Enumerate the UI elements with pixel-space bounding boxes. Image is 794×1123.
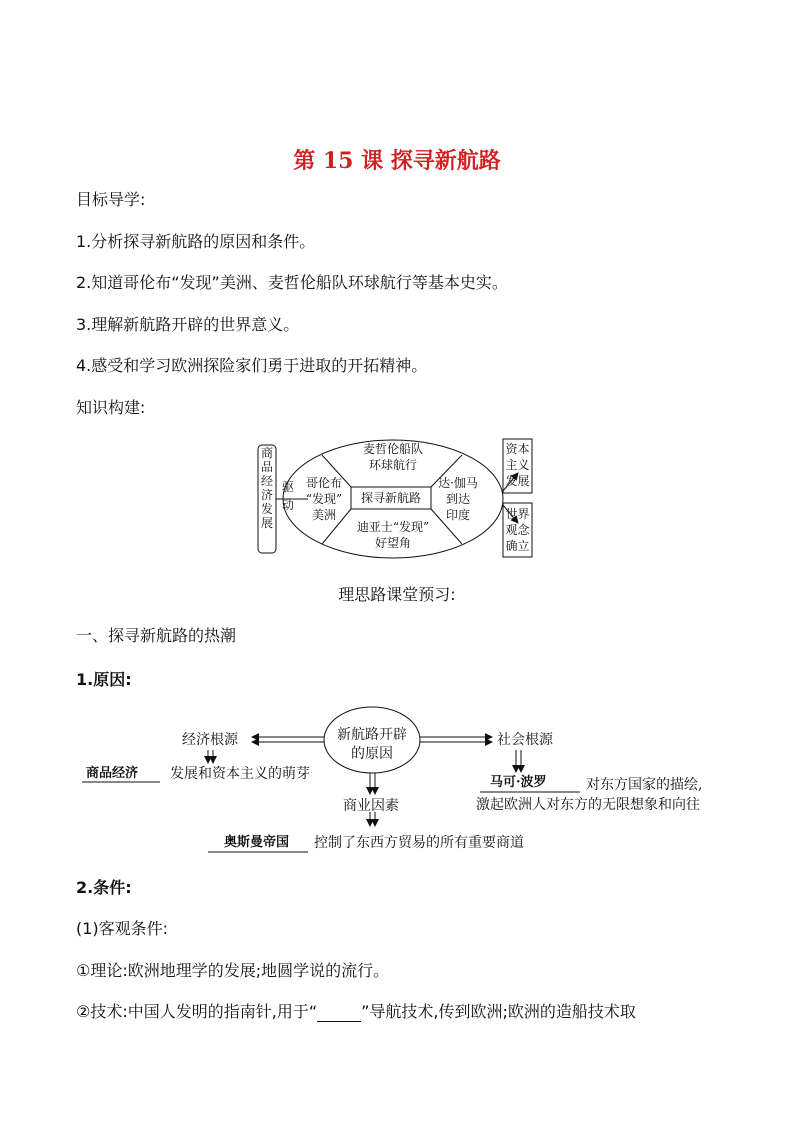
out-bottom-label: 世界 [505, 507, 530, 521]
econ-text: 发展和资本主义的萌芽 [170, 766, 310, 782]
right-label: 到达 [445, 492, 470, 506]
preview-heading: 理思路课堂预习: [338, 585, 456, 604]
goal-item: 3.理解新航路开辟的世界意义。 [76, 315, 300, 334]
goal-item: 1.分析探寻新航路的原因和条件。 [76, 232, 316, 251]
comm-label: 奥斯曼帝国 [224, 835, 290, 850]
cond-tech-b: ”导航技术,传到欧洲;欧洲的造船技术取 [361, 1002, 636, 1021]
fill-blank[interactable] [317, 1005, 361, 1022]
center-label: 探寻新航路 [360, 491, 421, 505]
top-label: 麦哲伦船队 [362, 442, 423, 456]
social-root: 社会根源 [497, 732, 553, 748]
page-title: 第 15 课 探寻新航路 [293, 148, 501, 174]
left-label: 美洲 [311, 508, 336, 522]
knowledge-heading: 知识构建: [76, 398, 146, 417]
left-label: 哥伦布 [305, 476, 342, 490]
goals-heading: 目标导学: [76, 190, 146, 209]
drive-label: 驱动 [282, 480, 295, 512]
cond-objective: (1)客观条件: [76, 919, 169, 938]
right-label: 印度 [445, 508, 470, 522]
goal-item: 4.感受和学习欧洲探险家们勇于进取的开拓精神。 [76, 356, 428, 375]
out-bottom-label: 观念 [505, 523, 530, 537]
goal-item: 2.知道哥伦布“发现”美洲、麦哲伦船队环球航行等基本史实。 [76, 273, 508, 292]
econ-root: 经济根源 [182, 732, 238, 748]
econ-label: 商品经济 [86, 766, 139, 781]
section-heading: 一、探寻新航路的热潮 [76, 626, 237, 645]
right-label: 达·伽马 [438, 476, 478, 490]
bottom-label: 好望角 [374, 536, 411, 550]
left-label: “发现” [305, 492, 343, 506]
social-text: 对东方国家的描绘, [586, 777, 703, 793]
out-top-label: 主义 [505, 458, 530, 472]
left-box-label: 商品经济发展 [261, 446, 274, 530]
reason-heading: 1.原因: [76, 670, 132, 689]
out-top-label: 资本 [505, 442, 530, 456]
social-text: 激起欧洲人对东方的无限想象和向往 [476, 797, 700, 813]
cond-heading: 2.条件: [76, 878, 132, 897]
top-label: 环球航行 [368, 458, 417, 472]
comm-text: 控制了东西方贸易的所有重要商道 [314, 835, 524, 851]
out-bottom-label: 确立 [505, 539, 530, 553]
social-label: 马可·波罗 [490, 775, 547, 790]
cond-tech-a: ②技术:中国人发明的指南针,用于“ [76, 1002, 318, 1021]
cond-tech [76, 1002, 636, 1022]
reason-center: 新航路开辟 [337, 727, 407, 743]
comm-root: 商业因素 [343, 798, 399, 814]
bottom-label: 迪亚士“发现” [356, 520, 430, 534]
cond-theory: ①理论:欧洲地理学的发展;地圆学说的流行。 [76, 961, 390, 980]
reason-center: 的原因 [351, 746, 393, 762]
out-top-label: 发展 [505, 474, 530, 488]
